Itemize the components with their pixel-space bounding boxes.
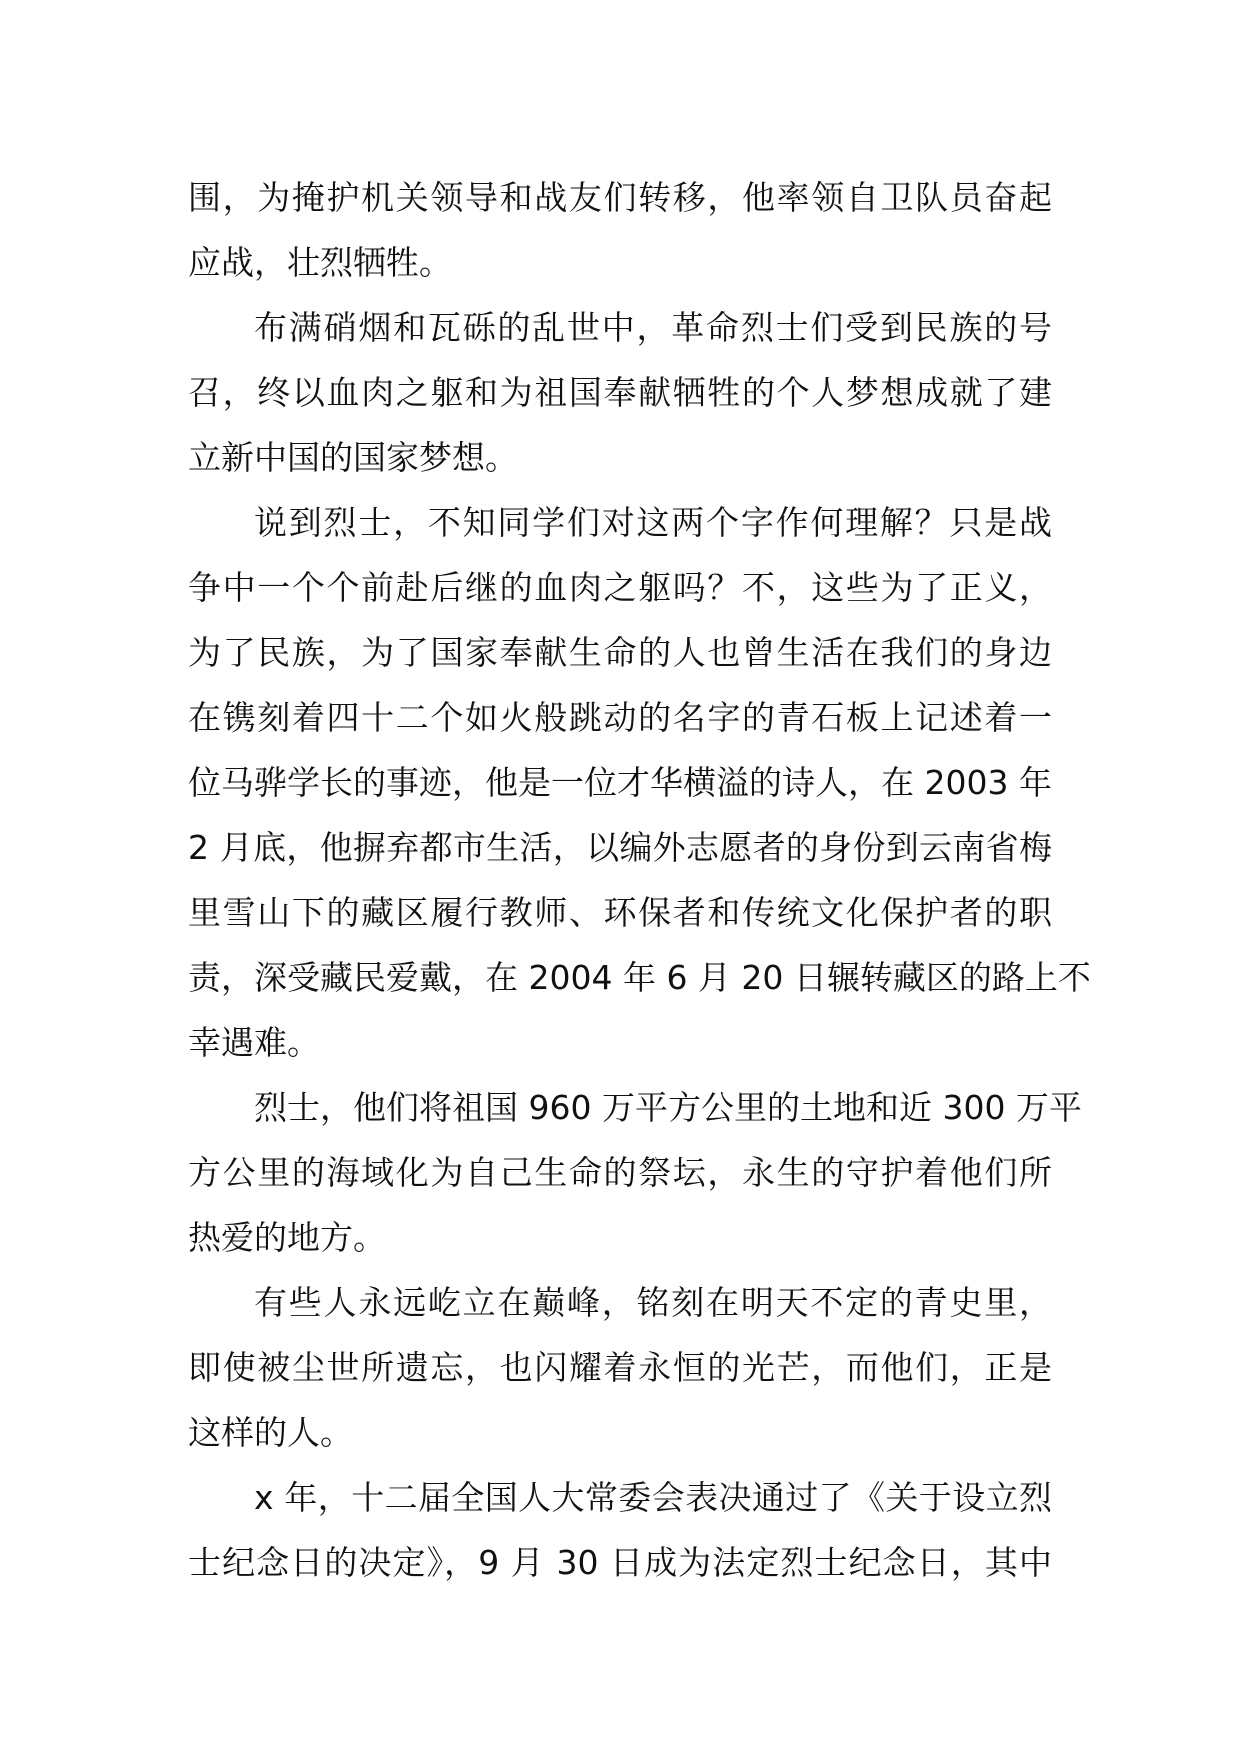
- text-line: 围，为掩护机关领导和战友们转移，他率领自卫队员奋起: [188, 178, 1052, 217]
- text-line: 应战，壮烈牺牲。: [188, 243, 452, 282]
- text-line: 有些人永远屹立在巅峰，铭刻在明天不定的青史里，: [254, 1283, 1052, 1322]
- text-line: 说到烈士，不知同学们对这两个字作何理解？只是战: [254, 503, 1052, 542]
- text-line: 热爱的地方。: [188, 1218, 386, 1257]
- text-line: 士纪念日的决定》，9 月 30 日成为法定烈士纪念日，其中: [188, 1543, 1052, 1582]
- text-line: 责，深受藏民爱戴，在 2004 年 6 月 20 日辗转藏区的路上不: [188, 958, 1091, 997]
- text-line: 布满硝烟和瓦砾的乱世中，革命烈士们受到民族的号: [254, 308, 1052, 347]
- text-line: 这样的人。: [188, 1413, 353, 1452]
- text-line: 争中一个个前赴后继的血肉之躯吗？不，这些为了正义，: [188, 568, 1052, 607]
- text-line: 方公里的海域化为自己生命的祭坛，永生的守护着他们所: [188, 1153, 1052, 1192]
- text-line: 为了民族，为了国家奉献生命的人也曾生活在我们的身边: [188, 633, 1052, 672]
- text-line: 幸遇难。: [188, 1023, 320, 1062]
- text-line: 召，终以血肉之躯和为祖国奉献牺牲的个人梦想成就了建: [188, 373, 1052, 412]
- text-line: 里雪山下的藏区履行教师、环保者和传统文化保护者的职: [188, 893, 1052, 932]
- text-line: 位马骅学长的事迹，他是一位才华横溢的诗人，在 2003 年: [188, 763, 1052, 802]
- text-line: 在镌刻着四十二个如火般跳动的名字的青石板上记述着一: [188, 698, 1052, 737]
- text-line: x 年，十二届全国人大常委会表决通过了《关于设立烈: [254, 1478, 1052, 1517]
- text-line: 立新中国的国家梦想。: [188, 438, 518, 477]
- text-line: 烈士，他们将祖国 960 万平方公里的土地和近 300 万平: [254, 1088, 1082, 1127]
- body-text: [188, 165, 1091, 1595]
- text-line: 2 月底，他摒弃都市生活，以编外志愿者的身份到云南省梅: [188, 828, 1052, 867]
- text-line: 即使被尘世所遗忘，也闪耀着永恒的光芒，而他们，正是: [188, 1348, 1052, 1387]
